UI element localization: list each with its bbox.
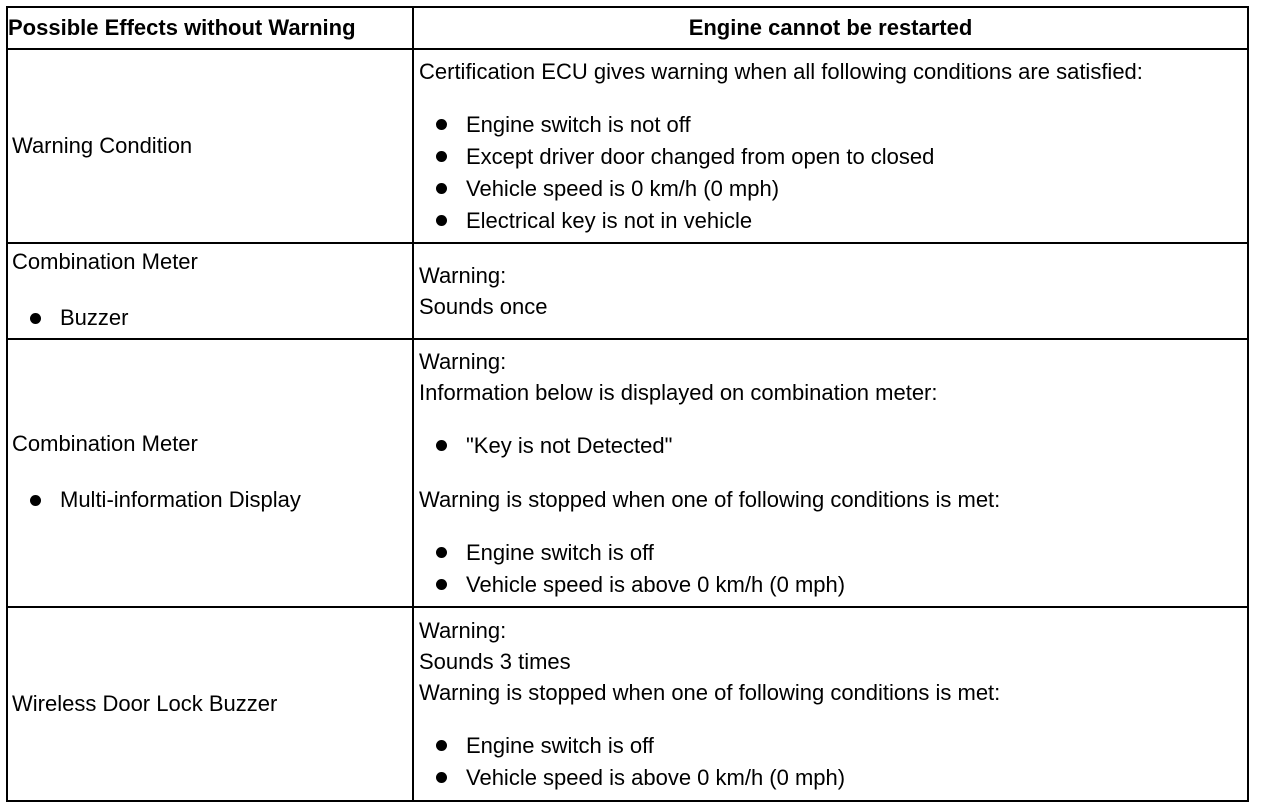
info-text: Information below is displayed on combination meter: [419,379,938,405]
bullet-icon [436,119,447,130]
warning-label: Warning: [419,348,507,374]
list-item: Engine switch is off [419,537,1247,569]
list-item: Except driver door changed from open to closed [419,141,1247,173]
bullet-icon [30,495,41,506]
bullet-icon [436,151,447,162]
row-label-cell [7,607,413,801]
row-label: Combination Meter [12,249,198,274]
bullet-icon [436,547,447,558]
stop-condition-text: Warning is stopped when one of following conditions is met: [419,679,1001,705]
bullet-icon [436,215,447,226]
table-row [7,243,1248,339]
row-content-cell [413,243,1248,339]
header-col1: Possible Effects without Warning [7,7,413,49]
list-item: Multi-information Display [12,484,412,516]
list-item: Engine switch is not off [419,109,1247,141]
list-item: "Key is not Detected" [419,430,1247,462]
table-row [7,607,1248,801]
effects-table [6,6,1249,802]
list-item: Electrical key is not in vehicle [419,205,1247,237]
header-col2: Engine cannot be restarted [413,7,1248,49]
warning-text: Sounds 3 times [419,648,571,674]
bullet-icon [436,772,447,783]
stop-condition-text: Warning is stopped when one of following conditions is met: [419,486,1001,512]
bullet-icon [30,313,41,324]
row-label-cell [7,339,413,607]
row-label-cell [7,243,413,339]
row-label: Warning Condition [12,133,193,158]
list-item: Vehicle speed is 0 km/h (0 mph) [419,173,1247,205]
list-item: Engine switch is off [419,730,1247,762]
bullet-icon [436,183,447,194]
intro-text: Certification ECU gives warning when all following conditions are satisfied: [419,58,1143,84]
warning-label: Warning: [419,617,507,643]
header-row [7,7,1248,49]
bullet-icon [436,440,447,451]
list-item: Vehicle speed is above 0 km/h (0 mph) [419,569,1247,601]
warning-label: Warning: [419,263,507,288]
row-label-cell [7,49,413,243]
table-row [7,49,1248,243]
row-content-cell [413,49,1248,243]
row-content-cell [413,339,1248,607]
bullet-icon [436,740,447,751]
row-label: Combination Meter [12,431,198,456]
warning-text: Sounds once [419,294,548,319]
row-content-cell [413,607,1248,801]
list-item: Buzzer [12,302,412,334]
list-item: Vehicle speed is above 0 km/h (0 mph) [419,762,1247,794]
table-row [7,339,1248,607]
bullet-icon [436,579,447,590]
row-label: Wireless Door Lock Buzzer [12,691,278,716]
